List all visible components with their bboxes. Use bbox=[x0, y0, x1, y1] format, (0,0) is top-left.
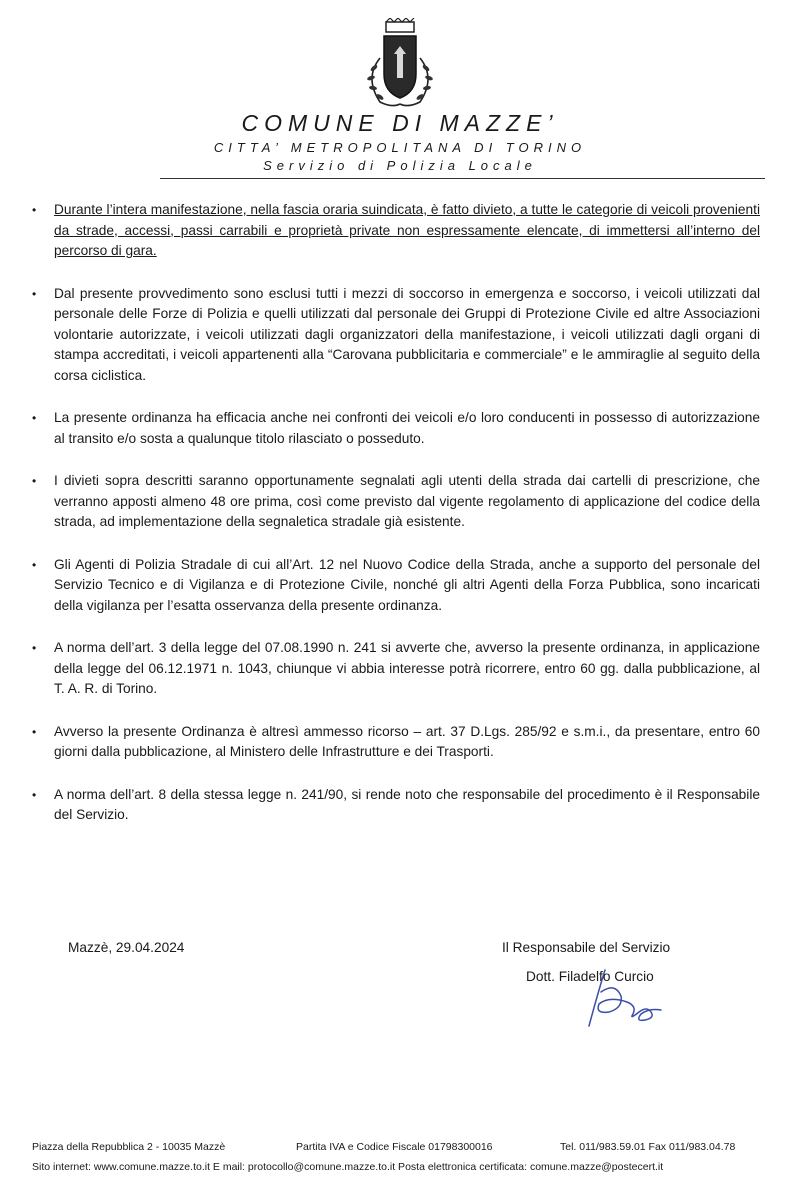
signatory-name: Dott. Filadelfo Curcio bbox=[526, 969, 654, 984]
footer-phone: Tel. 011/983.59.01 Fax 011/983.04.78 bbox=[560, 1141, 736, 1153]
footer-contacts: Sito internet: www.comune.mazze.to.it E mail: protocollo@comune.mazze.to.it Posta elettronica certificata: comune.mazze@postecert.it bbox=[32, 1161, 664, 1173]
list-item bbox=[32, 555, 760, 617]
list-item-text: A norma dell’art. 3 della legge del 07.08.1990 n. 241 si avverte che, avverso la presente ordinanza, in applicazione della legge del 06.12.1971 n. 1043, chiunque vi abbia interesse potrà ricorrere, entro 60 gg. dalla pubblicazione, al T. A. R. di Torino. bbox=[54, 640, 760, 696]
list-item bbox=[32, 471, 760, 533]
list-item-text: I divieti sopra descritti saranno opportunamente segnalati agli utenti della strada dai cartelli di prescrizione, che verranno apposti almeno 48 ore prima, così come previsto dal vigente regolamento di applicazione del codice della strada, ad implementazione della segnaletica stradale già esistente. bbox=[54, 473, 760, 529]
bullet-icon: • bbox=[32, 411, 37, 425]
list-item-text: Dal presente provvedimento sono esclusi tutti i mezzi di soccorso in emergenza e soccorso, i veicoli utilizzati dal personale delle Forze di Polizia e quelli utilizzati dal personale dei Gruppi di Protezione Civile ed altre Associazioni volontarie autorizzate, i veicoli utilizzati dagli organizzatori della manifestazione, i veicoli utilizzati dagli organi di stampa accreditati, i veicoli appartenenti alla “Carovana pubblicitaria e commerciale” e le ammiraglie al seguito della corsa ciclistica. bbox=[54, 285, 760, 383]
signatory-role: Il Responsabile del Servizio bbox=[502, 940, 671, 955]
list-item-text: Avverso la presente Ordinanza è altresì ammesso ricorso – art. 37 D.Lgs. 285/92 e s.m.i., da presentare, entro 60 giorni dalla pubblicazione, al Ministero delle Infrastrutture e dei Trasporti. bbox=[54, 723, 760, 759]
bullet-icon: • bbox=[32, 203, 37, 217]
header-divider bbox=[160, 178, 765, 179]
footer-vat: Partita IVA e Codice Fiscale 01798300016 bbox=[296, 1141, 493, 1153]
list-item bbox=[32, 722, 760, 763]
bullet-icon: • bbox=[32, 641, 37, 655]
footer-address: Piazza della Repubblica 2 - 10035 Mazzè bbox=[32, 1141, 226, 1153]
list-item bbox=[32, 638, 760, 700]
place-date: Mazzè, 29.04.2024 bbox=[68, 940, 185, 955]
list-item-text: Gli Agenti di Polizia Stradale di cui all’Art. 12 nel Nuovo Codice della Strada, anche a supporto del personale del Servizio Tecnico e di Vigilanza e di Protezione Civile, nonché gli altri Agenti della Forza Pubblica, sono incaricati della vigilanza per l’esatta osservanza della presente ordinanza. bbox=[54, 556, 760, 613]
list-item-text: La presente ordinanza ha efficacia anche nei confronti dei veicoli e/o loro conducenti in possesso di autorizzazione al transito e/o sosta a qualunque titolo rilasciato o posseduto. bbox=[54, 410, 760, 446]
list-item-text: Durante l’intera manifestazione, nella fascia oraria suindicata, è fatto divieto, a tutte le categorie di veicoli provenienti da strade, accessi, passi carrabili e proprietà private non espressamente elencate, di immettersi all’interno del percorso di gara. bbox=[54, 202, 760, 258]
list-item bbox=[32, 785, 760, 826]
list-item bbox=[32, 408, 760, 449]
bullet-icon: • bbox=[32, 724, 37, 739]
ordinance-body bbox=[32, 200, 760, 848]
metropolitan-city-subtitle: CITTA’ METROPOLITANA DI TORINO bbox=[213, 140, 587, 155]
bullet-icon: • bbox=[32, 474, 37, 488]
list-item-text: A norma dell’art. 8 della stessa legge n. 241/90, si rende noto che responsabile del procedimento è il Responsabile del Servizio. bbox=[54, 786, 760, 822]
handwritten-signature bbox=[575, 968, 665, 1030]
list-item bbox=[32, 284, 760, 387]
list-item bbox=[32, 200, 760, 262]
bullet-icon: • bbox=[32, 286, 37, 301]
municipal-crest-icon bbox=[350, 18, 450, 110]
department-subtitle: Servizio di Polizia Locale bbox=[263, 158, 537, 173]
bullet-icon: • bbox=[32, 787, 37, 802]
bullet-icon: • bbox=[32, 557, 37, 572]
municipality-title: COMUNE DI MAZZE’ bbox=[241, 110, 559, 136]
